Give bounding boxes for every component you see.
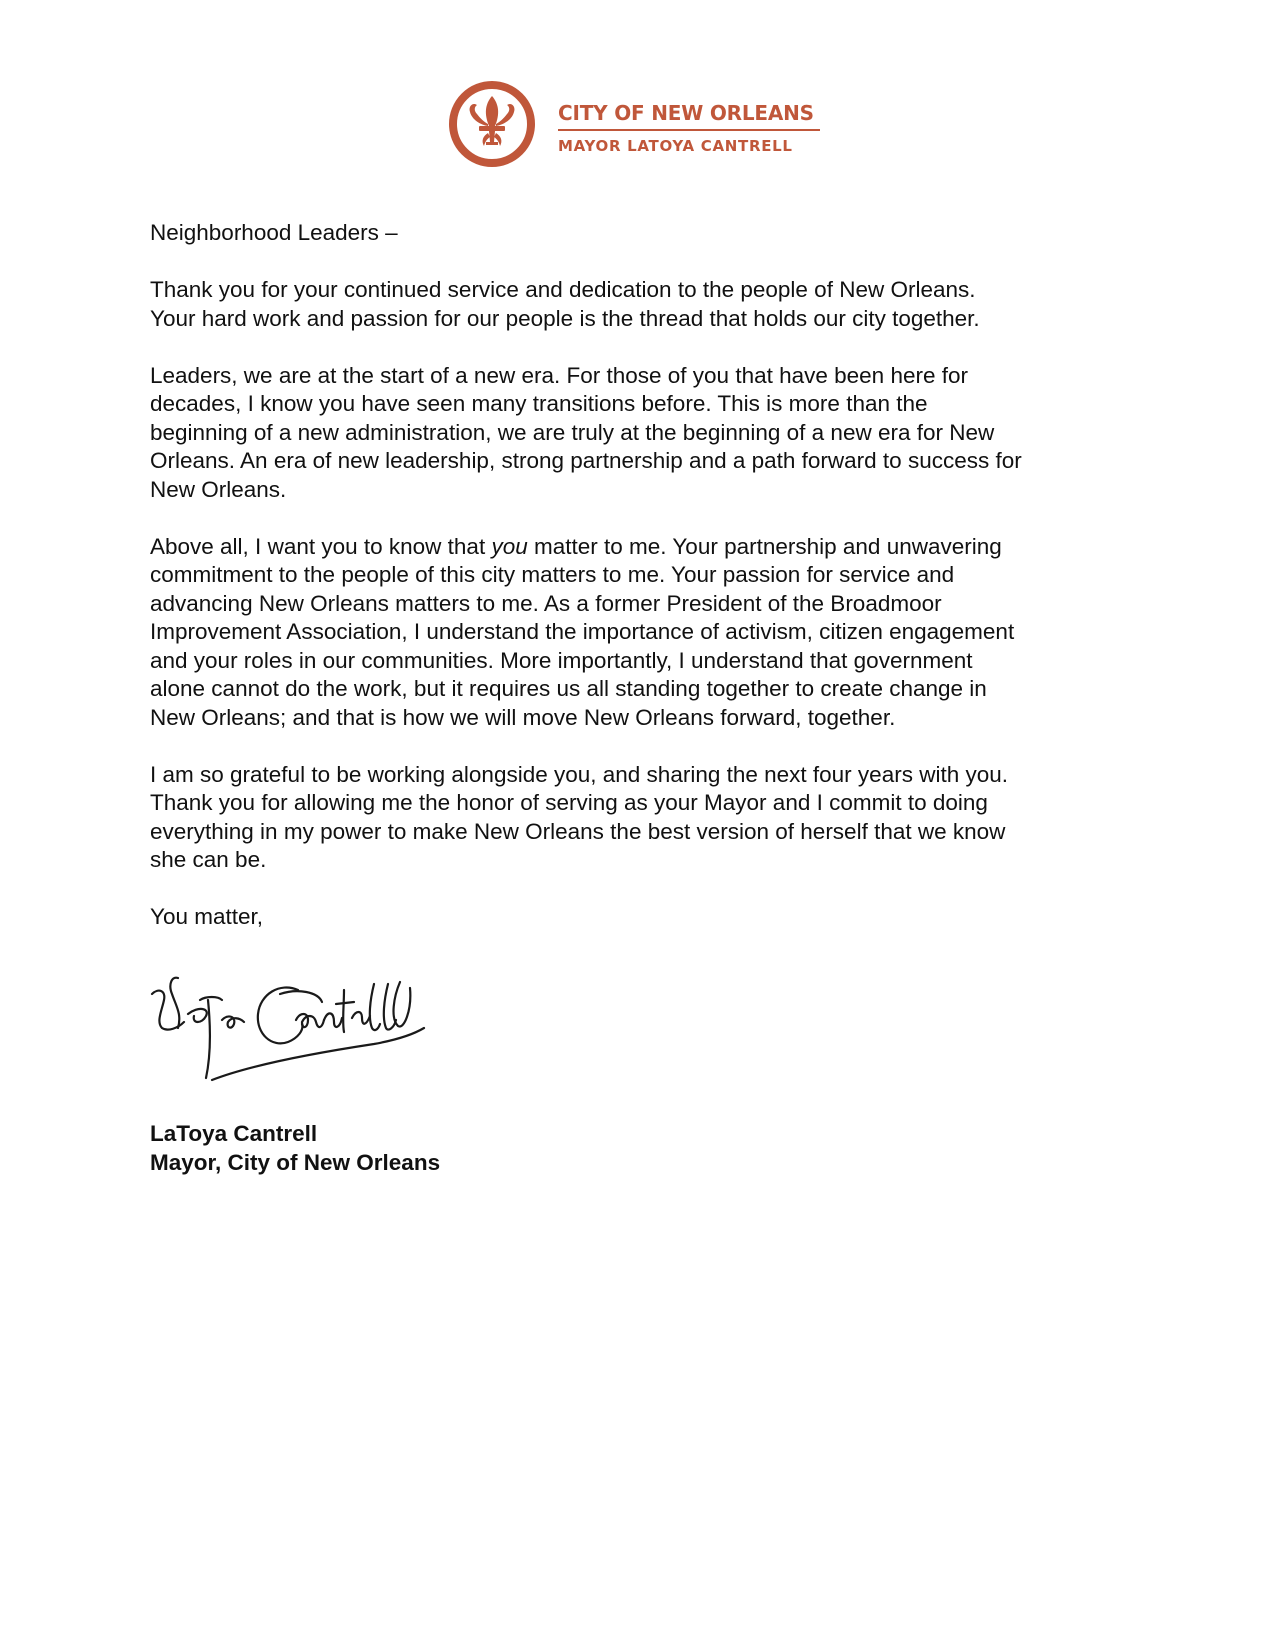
letterhead-divider xyxy=(558,129,820,131)
handwritten-signature xyxy=(148,970,428,1090)
signer-block xyxy=(150,1120,440,1177)
text-line: she can be. xyxy=(150,847,267,872)
paragraph-you-matter xyxy=(150,533,1150,733)
fleur-de-lis-seal-icon xyxy=(448,80,536,168)
signer-title: Mayor, City of New Orleans xyxy=(150,1149,441,1175)
paragraph-thanks xyxy=(150,276,1150,333)
text-fragment: matter to me. Your partnership and unwavering xyxy=(527,533,1002,559)
text-line: Thank you for allowing me the honor of serving as your Mayor and I commit to doing xyxy=(150,790,988,815)
salutation: Neighborhood Leaders – xyxy=(150,220,398,245)
text-line xyxy=(150,533,1150,562)
signer-name: LaToya Cantrell xyxy=(150,1121,318,1146)
text-line: and your roles in our communities. More importantly, I understand that government xyxy=(150,647,973,673)
text-line: advancing New Orleans matters to me. As a former President of the Broadmoor xyxy=(150,590,942,616)
text-line: New Orleans. xyxy=(150,476,287,502)
closing: You matter, xyxy=(150,904,263,929)
paragraph-new-era xyxy=(150,362,1150,505)
text-line: New Orleans; and that is how we will move New Orleans forward, together. xyxy=(150,704,896,730)
text-line: everything in my power to make New Orleans the best version of herself that we know xyxy=(150,818,1006,844)
text-line: Orleans. An era of new leadership, strong partnership and a path forward to success for xyxy=(150,448,1022,473)
text-line: decades, I know you have seen many transitions before. This is more than the xyxy=(150,391,928,416)
text-line: Your hard work and passion for our people is the thread that holds our city together. xyxy=(150,305,980,331)
text-line: Leaders, we are at the start of a new era. For those of you that have been here for xyxy=(150,362,968,388)
text-line: alone cannot do the work, but it requires us all standing together to create change in xyxy=(150,676,987,701)
paragraph-grateful xyxy=(150,761,1150,875)
letterhead-mayor: MAYOR LATOYA CANTRELL xyxy=(558,137,793,155)
text-fragment: Above all, I want you to know that xyxy=(150,533,492,559)
text-line: I am so grateful to be working alongside you, and sharing the next four years with you. xyxy=(150,761,1008,787)
text-line: Improvement Association, I understand the importance of activism, citizen engagement xyxy=(150,619,1015,644)
text-line: commitment to the people of this city matters to me. Your passion for service and xyxy=(150,562,955,587)
emphasis-you: you xyxy=(491,533,528,559)
text-line: beginning of a new administration, we are truly at the beginning of a new era for New xyxy=(150,419,995,445)
letterhead-city: CITY OF NEW ORLEANS xyxy=(558,101,814,125)
letterhead xyxy=(448,80,828,170)
letterhead-text xyxy=(558,101,828,155)
text-line: Thank you for your continued service and dedication to the people of New Orleans. xyxy=(150,277,976,302)
letter-body xyxy=(150,219,1150,960)
